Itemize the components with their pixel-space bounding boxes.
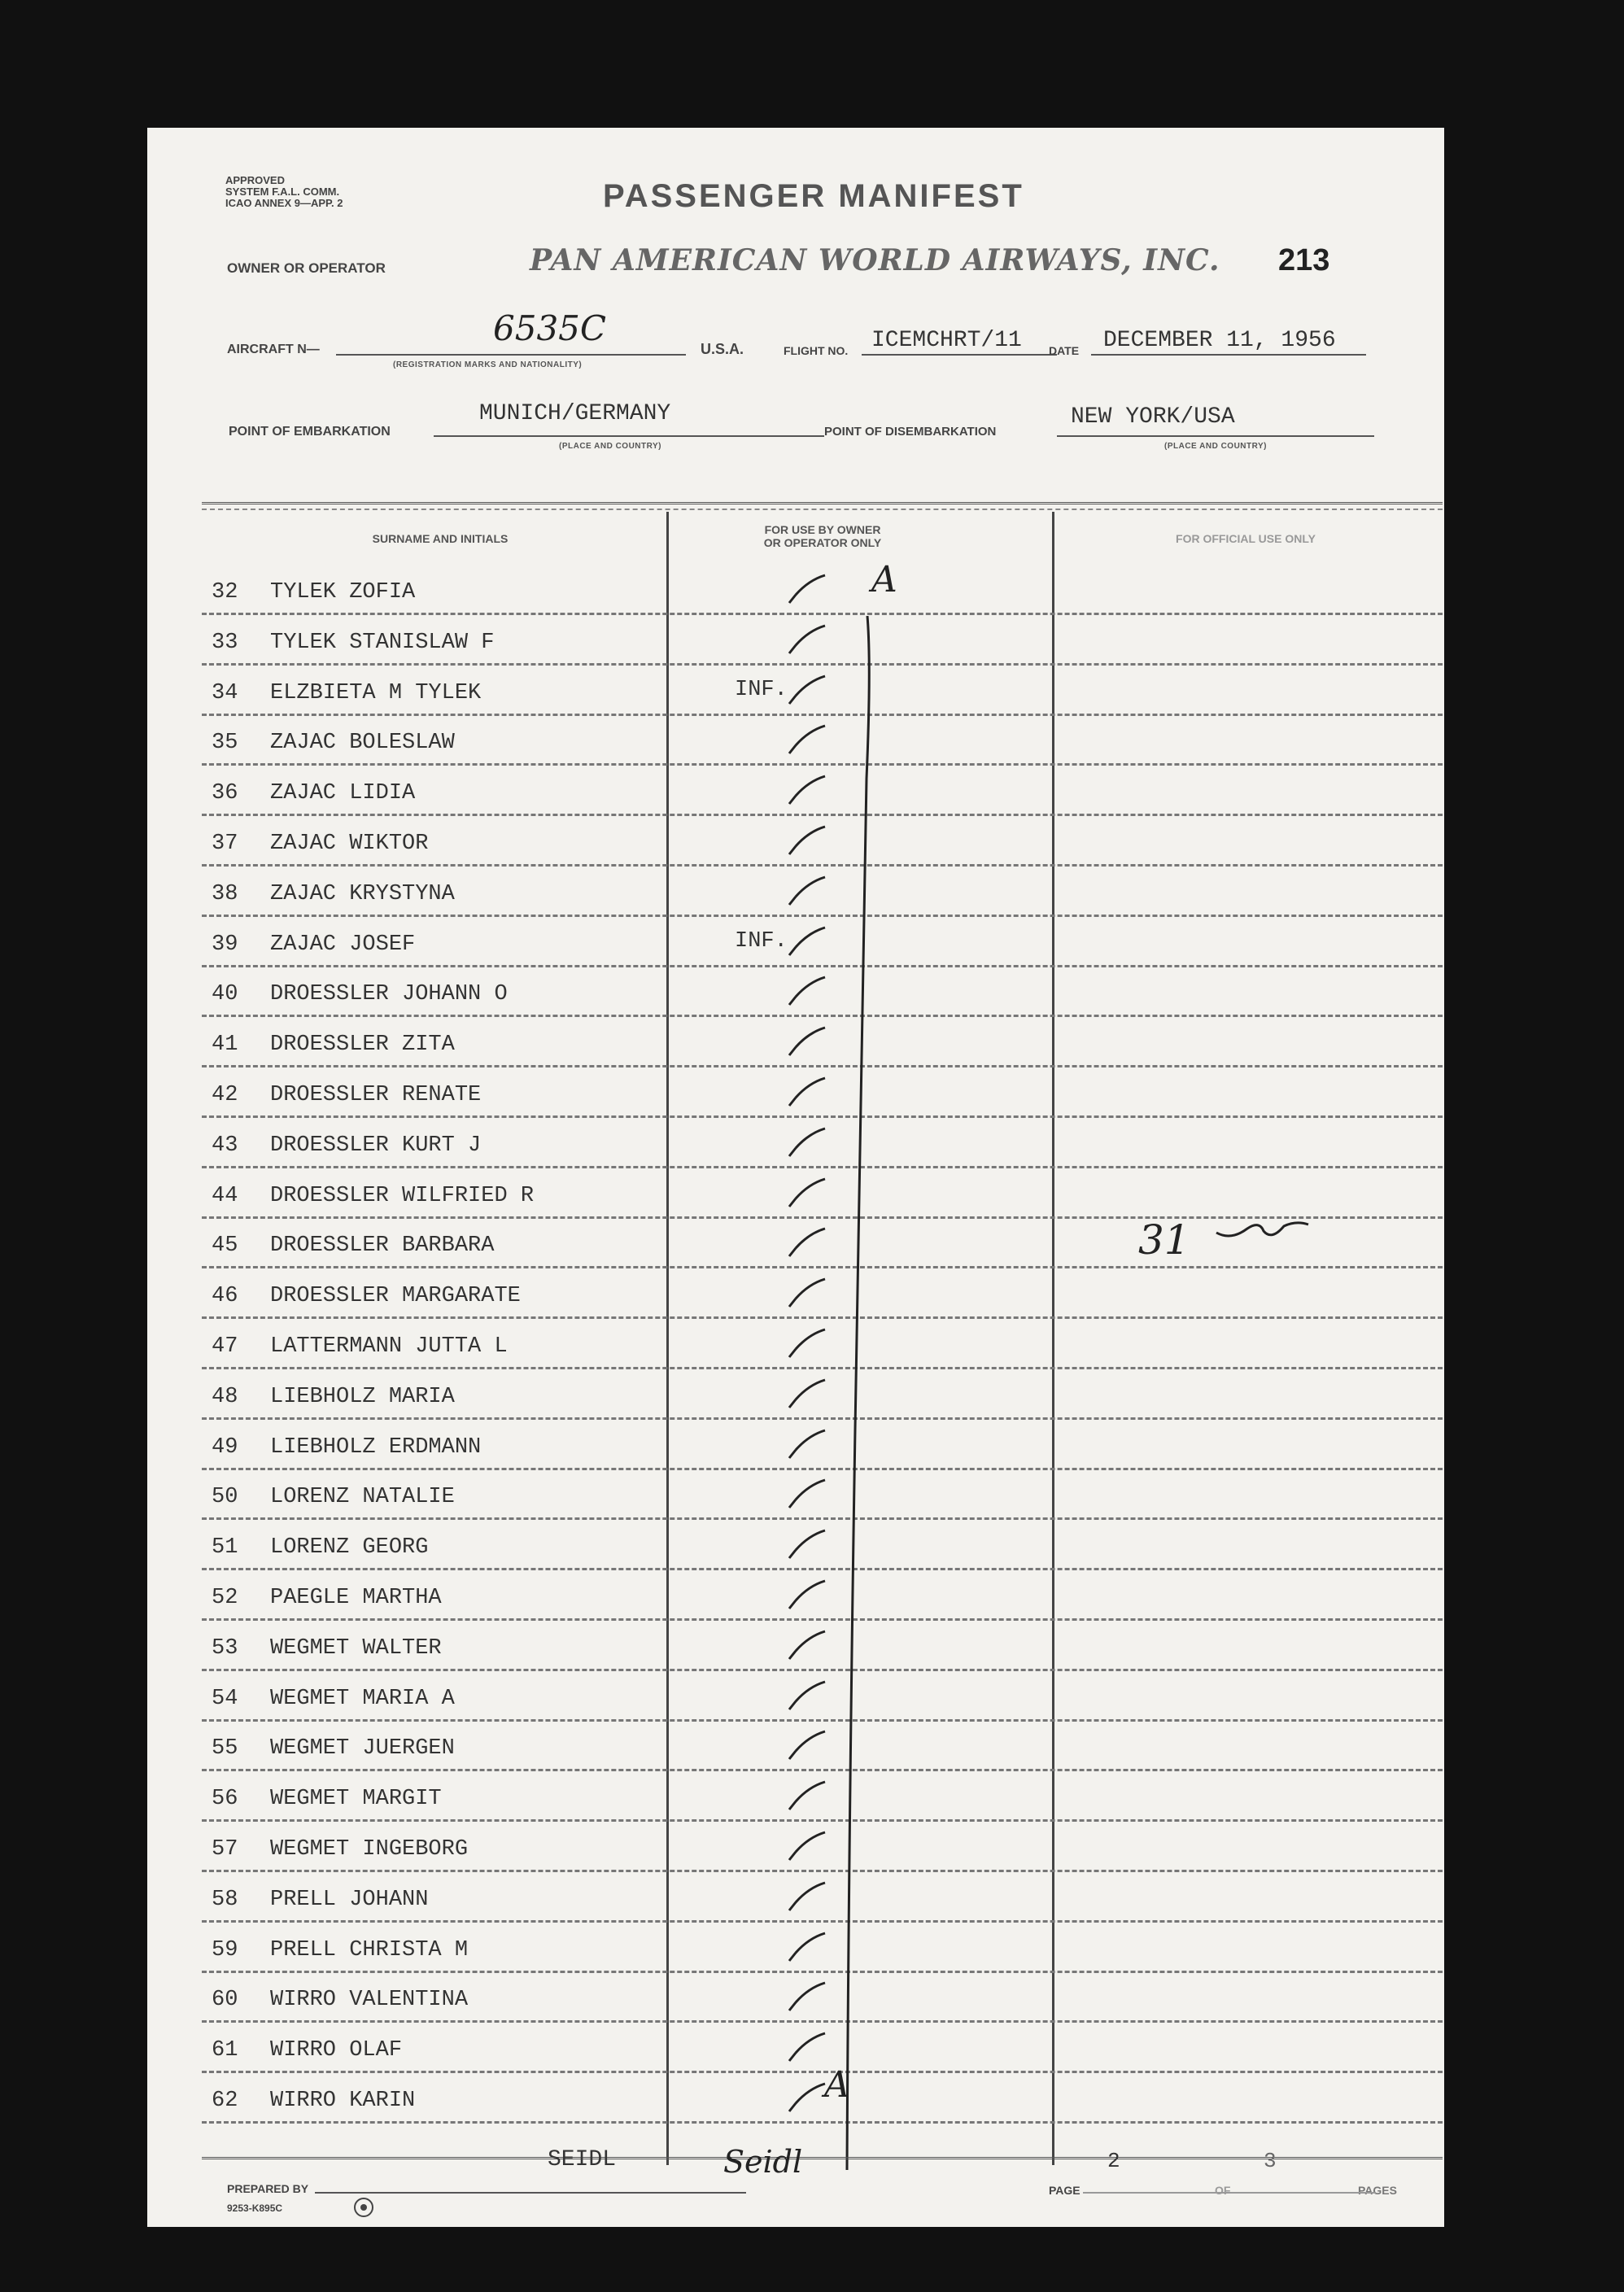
owner-mark-top: A bbox=[871, 559, 897, 600]
passenger-name: WEGMET INGEBORG bbox=[270, 1837, 469, 1862]
checkmark-icon bbox=[788, 1227, 827, 1261]
table-row bbox=[202, 1166, 1443, 1219]
row-number: 32 bbox=[212, 580, 238, 605]
table-row bbox=[202, 1920, 1443, 1973]
row-number: 39 bbox=[212, 932, 238, 957]
disembarkation-underline bbox=[1057, 435, 1374, 437]
table-row bbox=[202, 1115, 1443, 1168]
date-value: DECEMBER 11, 1956 bbox=[1103, 328, 1336, 353]
disembarkation-label: POINT OF DISEMBARKATION bbox=[824, 425, 997, 439]
disembarkation-sub: (PLACE AND COUNTRY) bbox=[1164, 442, 1267, 451]
row-number: 50 bbox=[212, 1485, 238, 1510]
checkmark-icon bbox=[788, 675, 827, 709]
checkmark-icon bbox=[788, 624, 827, 658]
passenger-name: WEGMET WALTER bbox=[270, 1635, 442, 1661]
checkmark-icon bbox=[788, 1076, 827, 1111]
row-number: 62 bbox=[212, 2089, 238, 2113]
table-row bbox=[202, 663, 1443, 716]
passenger-name: ZAJAC JOSEF bbox=[270, 932, 416, 957]
row-number: 61 bbox=[212, 2038, 238, 2063]
table-row bbox=[202, 713, 1443, 766]
prepared-underline bbox=[315, 2192, 746, 2194]
date-label: DATE bbox=[1049, 344, 1080, 357]
passenger-name: DROESSLER MARGARATE bbox=[270, 1284, 521, 1309]
checkmark-icon bbox=[788, 875, 827, 910]
checkmark-icon bbox=[788, 775, 827, 809]
aircraft-underline bbox=[336, 354, 686, 356]
table-row bbox=[202, 763, 1443, 816]
passenger-name: LIEBHOLZ ERDMANN bbox=[270, 1434, 482, 1460]
row-number: 36 bbox=[212, 781, 238, 806]
passenger-name: DROESSLER JOHANN O bbox=[270, 982, 508, 1007]
embarkation-underline bbox=[434, 435, 824, 437]
table-row bbox=[202, 1718, 1443, 1771]
passenger-name: WEGMET MARIA A bbox=[270, 1686, 455, 1711]
approval-note: APPROVED SYSTEM F.A.L. COMM. ICAO ANNEX 9—APP. 2 bbox=[225, 174, 343, 209]
table-row bbox=[202, 1568, 1443, 1621]
table-row bbox=[202, 814, 1443, 867]
row-number: 54 bbox=[212, 1686, 238, 1711]
usa-label: U.S.A. bbox=[701, 341, 744, 357]
owner-mark-bottom: A bbox=[824, 2064, 850, 2106]
checkmark-icon bbox=[788, 2082, 827, 2116]
registration-sub: (REGISTRATION MARKS AND NATIONALITY) bbox=[393, 360, 583, 369]
checkmark-icon bbox=[788, 1780, 827, 1814]
table-row bbox=[202, 1819, 1443, 1872]
flight-label: FLIGHT NO. bbox=[784, 344, 849, 357]
table-bottom-rule bbox=[202, 2157, 1443, 2159]
passenger-name: LATTERMANN JUTTA L bbox=[270, 1334, 508, 1359]
table-row bbox=[202, 1618, 1443, 1671]
passenger-name: LORENZ GEORG bbox=[270, 1535, 429, 1561]
checkmark-icon bbox=[788, 2032, 827, 2066]
manifest-sheet bbox=[147, 128, 1444, 2227]
passenger-name: DROESSLER KURT J bbox=[270, 1133, 482, 1158]
table-row bbox=[202, 1517, 1443, 1570]
table-row bbox=[202, 2020, 1443, 2073]
passenger-name: PRELL CHRISTA M bbox=[270, 1937, 469, 1962]
table-row bbox=[202, 1367, 1443, 1420]
passenger-name: DROESSLER ZITA bbox=[270, 1032, 455, 1058]
table-row bbox=[202, 964, 1443, 1017]
col-surname-header: SURNAME AND INITIALS bbox=[372, 532, 509, 545]
table-row bbox=[202, 1769, 1443, 1822]
table-row bbox=[202, 1015, 1443, 1067]
table-row bbox=[202, 1970, 1443, 2023]
row-number: 33 bbox=[212, 630, 238, 655]
row-number: 60 bbox=[212, 1988, 238, 2013]
embarkation-label: POINT OF EMBARKATION bbox=[229, 425, 391, 439]
checkmark-icon bbox=[788, 976, 827, 1010]
col-owner-header: FOR USE BY OWNER OR OPERATOR ONLY bbox=[763, 523, 882, 549]
checkmark-icon bbox=[788, 1680, 827, 1714]
page-label: PAGE bbox=[1049, 2184, 1080, 2197]
passenger-name: WEGMET JUERGEN bbox=[270, 1736, 455, 1762]
row-number: 37 bbox=[212, 832, 238, 856]
table-row bbox=[202, 1065, 1443, 1118]
union-label-icon bbox=[352, 2196, 375, 2219]
passenger-name: TYLEK ZOFIA bbox=[270, 580, 416, 605]
embarkation-sub: (PLACE AND COUNTRY) bbox=[559, 442, 661, 451]
passenger-name: DROESSLER BARBARA bbox=[270, 1233, 495, 1259]
page-underline bbox=[1083, 2192, 1376, 2194]
of-label: OF bbox=[1215, 2184, 1231, 2197]
checkmark-icon bbox=[788, 1630, 827, 1664]
checkmark-icon bbox=[788, 1328, 827, 1362]
of-value: 3 bbox=[1264, 2149, 1277, 2173]
table-row bbox=[202, 864, 1443, 917]
passenger-note: INF. bbox=[735, 677, 788, 702]
table-row bbox=[202, 915, 1443, 967]
row-number: 59 bbox=[212, 1937, 238, 1962]
signature: Seidl bbox=[723, 2144, 803, 2180]
checkmark-icon bbox=[788, 574, 827, 608]
table-top-rule bbox=[202, 502, 1443, 504]
row-number: 34 bbox=[212, 680, 238, 705]
table-top-rule-2 bbox=[202, 509, 1443, 510]
passenger-name: ZAJAC WIKTOR bbox=[270, 832, 429, 856]
flight-underline bbox=[862, 354, 1057, 356]
col-official-header: FOR OFFICIAL USE ONLY bbox=[1176, 532, 1316, 545]
row-number: 47 bbox=[212, 1334, 238, 1359]
checkmark-icon bbox=[788, 1277, 827, 1312]
row-number: 35 bbox=[212, 731, 238, 756]
row-number: 42 bbox=[212, 1083, 238, 1107]
passenger-name: TYLEK STANISLAW F bbox=[270, 630, 495, 655]
passenger-name: DROESSLER WILFRIED R bbox=[270, 1183, 535, 1208]
airline-name: PAN AMERICAN WORLD AIRWAYS, INC. bbox=[530, 243, 1220, 277]
row-number: 43 bbox=[212, 1133, 238, 1158]
passenger-note: INF. bbox=[735, 928, 788, 954]
row-number: 48 bbox=[212, 1384, 238, 1409]
embarkation-value: MUNICH/GERMANY bbox=[479, 401, 671, 426]
passenger-name: WIRRO VALENTINA bbox=[270, 1988, 469, 2013]
aircraft-label: AIRCRAFT N— bbox=[227, 343, 320, 356]
checkmark-icon bbox=[788, 1026, 827, 1060]
checkmark-icon bbox=[788, 1579, 827, 1613]
row-number: 51 bbox=[212, 1535, 238, 1561]
checkmark-icon bbox=[788, 1127, 827, 1161]
date-underline bbox=[1091, 354, 1366, 356]
page-title: PASSENGER MANIFEST bbox=[603, 178, 1024, 214]
checkmark-icon bbox=[788, 1378, 827, 1412]
table-row bbox=[202, 1417, 1443, 1470]
passenger-name: LORENZ NATALIE bbox=[270, 1485, 455, 1510]
checkmark-icon bbox=[788, 825, 827, 859]
page-value: 2 bbox=[1107, 2149, 1120, 2173]
row-number: 44 bbox=[212, 1183, 238, 1208]
row-number: 56 bbox=[212, 1787, 238, 1812]
checkmark-icon bbox=[788, 1429, 827, 1463]
passenger-name: DROESSLER RENATE bbox=[270, 1083, 482, 1107]
passenger-name: ELZBIETA M TYLEK bbox=[270, 680, 482, 705]
passenger-name: PRELL JOHANN bbox=[270, 1887, 429, 1912]
table-row bbox=[202, 613, 1443, 666]
pages-label: PAGES bbox=[1358, 2184, 1397, 2197]
official-scribble bbox=[1215, 1216, 1312, 1249]
prepared-value: SEIDL bbox=[548, 2147, 617, 2172]
checkmark-icon bbox=[788, 1529, 827, 1563]
row-number: 41 bbox=[212, 1032, 238, 1058]
checkmark-icon bbox=[788, 1932, 827, 1966]
page-number: 213 bbox=[1278, 243, 1330, 277]
passenger-name: ZAJAC KRYSTYNA bbox=[270, 881, 455, 906]
passenger-name: ZAJAC BOLESLAW bbox=[270, 731, 455, 756]
checkmark-icon bbox=[788, 1478, 827, 1513]
row-number: 55 bbox=[212, 1736, 238, 1762]
checkmark-icon bbox=[788, 1981, 827, 2015]
owner-bracket-line bbox=[831, 616, 880, 2178]
row-number: 53 bbox=[212, 1635, 238, 1661]
disembarkation-value: NEW YORK/USA bbox=[1071, 404, 1235, 430]
row-number: 57 bbox=[212, 1837, 238, 1862]
row-number: 46 bbox=[212, 1284, 238, 1309]
table-row bbox=[202, 562, 1443, 615]
checkmark-icon bbox=[788, 926, 827, 960]
row-number: 52 bbox=[212, 1586, 238, 1610]
aircraft-value: 6535C bbox=[493, 308, 607, 348]
form-code: 9253-K895C bbox=[227, 2203, 283, 2214]
checkmark-icon bbox=[788, 1177, 827, 1211]
checkmark-icon bbox=[788, 1881, 827, 1915]
table-row bbox=[202, 2071, 1443, 2124]
flight-value: ICEMCHRT/11 bbox=[871, 328, 1022, 353]
row-number: 40 bbox=[212, 982, 238, 1007]
prepared-label: PREPARED BY bbox=[227, 2182, 309, 2195]
checkmark-icon bbox=[788, 1730, 827, 1764]
table-row bbox=[202, 1316, 1443, 1369]
official-annotation: 31 bbox=[1138, 1216, 1190, 1264]
table-row bbox=[202, 1669, 1443, 1722]
row-number: 49 bbox=[212, 1434, 238, 1460]
passenger-name: WEGMET MARGIT bbox=[270, 1787, 442, 1812]
row-number: 45 bbox=[212, 1233, 238, 1259]
row-number: 38 bbox=[212, 881, 238, 906]
checkmark-icon bbox=[788, 1831, 827, 1865]
row-number: 58 bbox=[212, 1887, 238, 1912]
table-row bbox=[202, 1467, 1443, 1520]
passenger-name: LIEBHOLZ MARIA bbox=[270, 1384, 455, 1409]
passenger-name: WIRRO KARIN bbox=[270, 2089, 416, 2113]
checkmark-icon bbox=[788, 724, 827, 758]
owner-label: OWNER OR OPERATOR bbox=[227, 260, 386, 276]
passenger-name: WIRRO OLAF bbox=[270, 2038, 403, 2063]
table-row bbox=[202, 1266, 1443, 1319]
passenger-name: ZAJAC LIDIA bbox=[270, 781, 416, 806]
table-row bbox=[202, 1870, 1443, 1923]
passenger-name: PAEGLE MARTHA bbox=[270, 1586, 442, 1610]
